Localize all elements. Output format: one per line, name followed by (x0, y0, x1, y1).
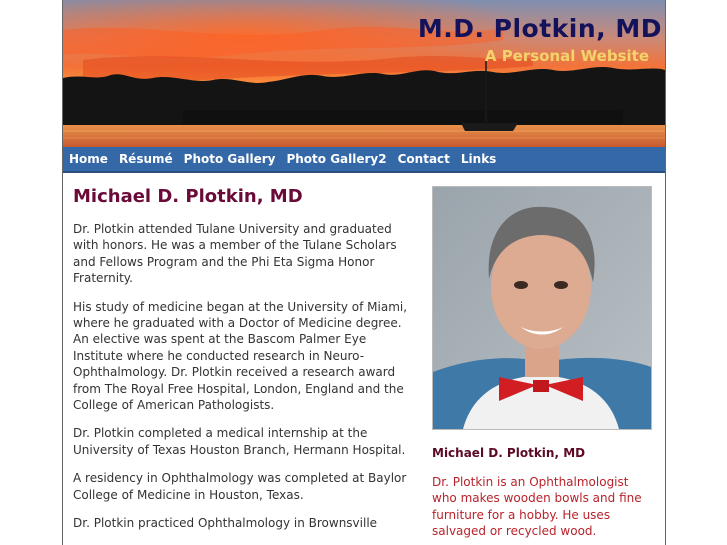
bio-paragraph-practice: Dr. Plotkin practiced Ophthalmology in Brownsville (73, 516, 378, 531)
nav-link-photo-gallery-2[interactable]: Photo Gallery2 (286, 152, 387, 166)
nav-link-photo-gallery[interactable]: Photo Gallery (183, 152, 276, 166)
bio-paragraph-education: Dr. Plotkin attended Tulane University and graduated with honors. He was a member of the Tulane Scholars and Fellows Program and the Phi Eta Sigma Honor Fraternity. (73, 222, 397, 286)
page-heading: Michael D. Plotkin, MD (73, 186, 303, 207)
bio-paragraph-residency: A residency in Ophthalmology was completed at Baylor College of Medicine in Houston, Texas. (73, 471, 407, 502)
nav-link-links[interactable]: Links (460, 152, 497, 166)
sidebar-bio-text: Dr. Plotkin is an Ophthalmologist who makes wooden bowls and fine furniture for a hobby. He uses salvaged or recycled wood. (432, 475, 642, 539)
main-content (73, 186, 413, 544)
nav-link-contact[interactable]: Contact (397, 152, 450, 166)
sidebar (432, 186, 654, 540)
bio-paragraph-internship: Dr. Plotkin completed a medical internship at the University of Texas Houston Branch, Hermann Hospital. (73, 426, 406, 457)
site-title: M.D. Plotkin, MD (417, 14, 662, 43)
photo-caption: Michael D. Plotkin, MD (432, 446, 586, 460)
bio-paragraph-medical-school: His study of medicine began at the University of Miami, where he graduated with a Doctor of Medicine degree. An elective was spent at the Bascom Palmer Eye Institute where he conducted research in Neuro-Ophthalmology. Dr. Plotkin received a research award from The Royal Free Hospital, London, England and the College of American Pathologists. (73, 299, 408, 413)
page-container (62, 0, 666, 545)
site-subtitle: A Personal Website (484, 47, 649, 65)
portrait-photo (432, 186, 652, 430)
header-banner (63, 0, 665, 147)
nav-link-home[interactable]: Home (69, 152, 108, 166)
main-navigation (63, 147, 665, 173)
nav-link-resume[interactable]: Résumé (118, 152, 173, 166)
